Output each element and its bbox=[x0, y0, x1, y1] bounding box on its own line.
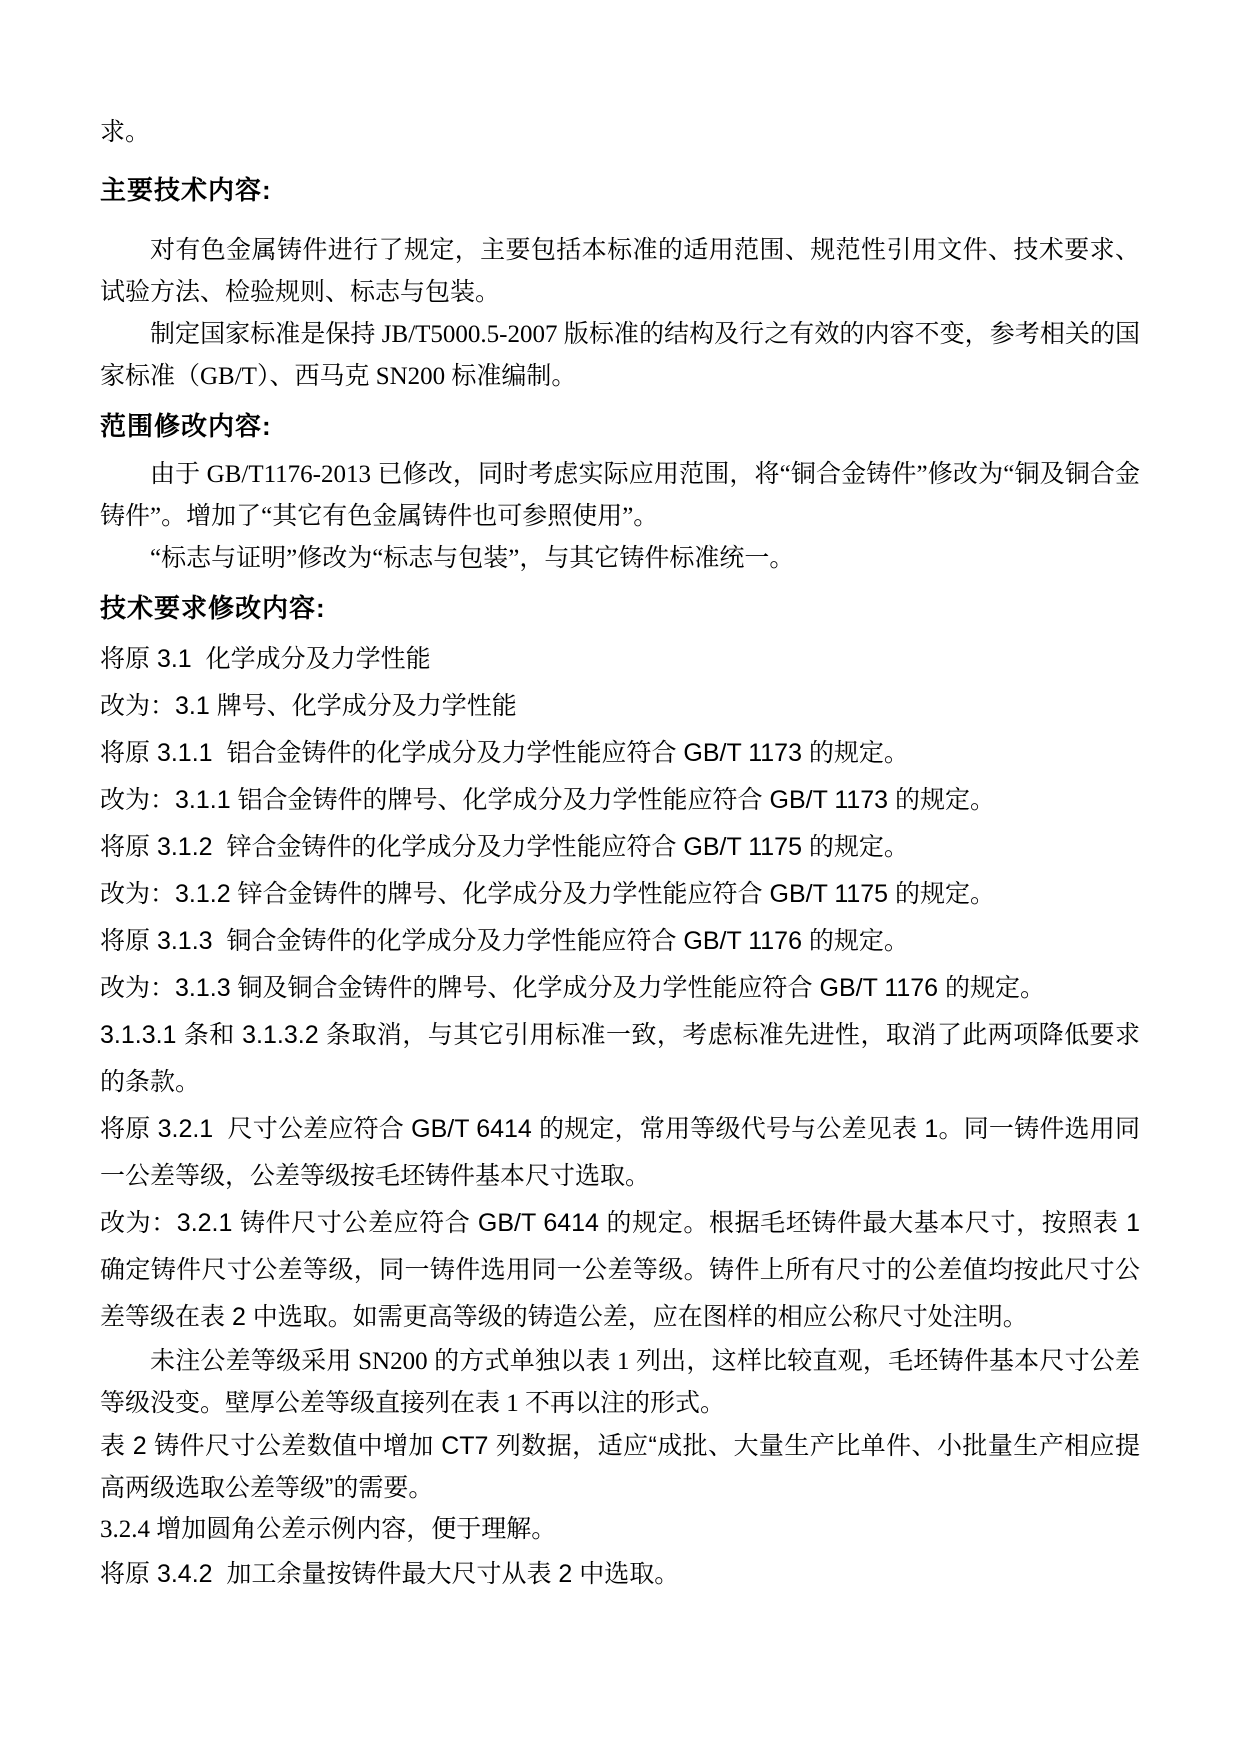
change-item: 将原 3.4.2 加工余量按铸件最大尺寸从表 2 中选取。 bbox=[100, 1560, 680, 1588]
section-heading: 范围修改内容: bbox=[100, 411, 272, 441]
section-heading: 主要技术内容: bbox=[100, 175, 272, 205]
paragraph: 3.2.4 增加圆角公差示例内容，便于理解。 bbox=[100, 1516, 557, 1543]
change-item: 将原 3.1 化学成分及力学性能 bbox=[100, 645, 431, 673]
section-heading: 技术要求修改内容: bbox=[100, 593, 326, 623]
change-item: 将原 3.1.3 铜合金铸件的化学成分及力学性能应符合 GB/T 1176 的规定。 bbox=[100, 927, 909, 955]
paragraph: 求。 bbox=[100, 119, 151, 146]
paragraph: 表 2 铸件尺寸公差数值中增加 CT7 列数据，适应“成批、大量生产比单件、小批量生产相应提高两级选取公差等级”的需要。 bbox=[100, 1432, 1140, 1502]
paragraph: 制定国家标准是保持 JB/T5000.5-2007 版标准的结构及行之有效的内容不变，参考相关的国家标准（GB/T）、西马克 SN200 标准编制。 bbox=[100, 321, 1140, 390]
change-item: 将原 3.1.1 铝合金铸件的化学成分及力学性能应符合 GB/T 1173 的规定。 bbox=[100, 739, 909, 767]
paragraph: 对有色金属铸件进行了规定，主要包括本标准的适用范围、规范性引用文件、技术要求、试验方法、检验规则、标志与包装。 bbox=[100, 237, 1140, 306]
change-item: 改为：3.2.1 铸件尺寸公差应符合 GB/T 6414 的规定。根据毛坯铸件最大基本尺寸，按照表 1 确定铸件尺寸公差等级，同一铸件选用同一公差等级。铸件上所有尺寸的公差值均按此尺寸公差等级在表 2 中选取。如需更高等级的铸造公差，应在图样的相应公称尺寸处注明。 bbox=[100, 1209, 1147, 1331]
change-item: 3.1.3.1 条和 3.1.3.2 条取消，与其它引用标准一致，考虑标准先进性，取消了此两项降低要求的条款。 bbox=[100, 1021, 1140, 1096]
change-item: 改为：3.1.2 锌合金铸件的牌号、化学成分及力学性能应符合 GB/T 1175 的规定。 bbox=[100, 880, 996, 908]
change-item: 改为：3.1.3 铜及铜合金铸件的牌号、化学成分及力学性能应符合 GB/T 1176 的规定。 bbox=[100, 974, 1046, 1002]
change-item: 将原 3.2.1 尺寸公差应符合 GB/T 6414 的规定，常用等级代号与公差见表 1。同一铸件选用同一公差等级，公差等级按毛坯铸件基本尺寸选取。 bbox=[100, 1115, 1140, 1190]
change-item: 改为：3.1 牌号、化学成分及力学性能 bbox=[100, 692, 517, 720]
paragraph: 由于 GB/T1176-2013 已修改，同时考虑实际应用范围，将“铜合金铸件”修改为“铜及铜合金铸件”。增加了“其它有色金属铸件也可参照使用”。 bbox=[100, 461, 1140, 530]
paragraph: 未注公差等级采用 SN200 的方式单独以表 1 列出，这样比较直观，毛坯铸件基本尺寸公差等级没变。壁厚公差等级直接列在表 1 不再以注的形式。 bbox=[100, 1348, 1140, 1417]
change-item: 改为：3.1.1 铝合金铸件的牌号、化学成分及力学性能应符合 GB/T 1173 的规定。 bbox=[100, 786, 996, 814]
paragraph: “标志与证明”修改为“标志与包装”，与其它铸件标准统一。 bbox=[150, 545, 795, 572]
document-content bbox=[100, 112, 1147, 1598]
change-item: 将原 3.1.2 锌合金铸件的化学成分及力学性能应符合 GB/T 1175 的规定。 bbox=[100, 833, 909, 861]
